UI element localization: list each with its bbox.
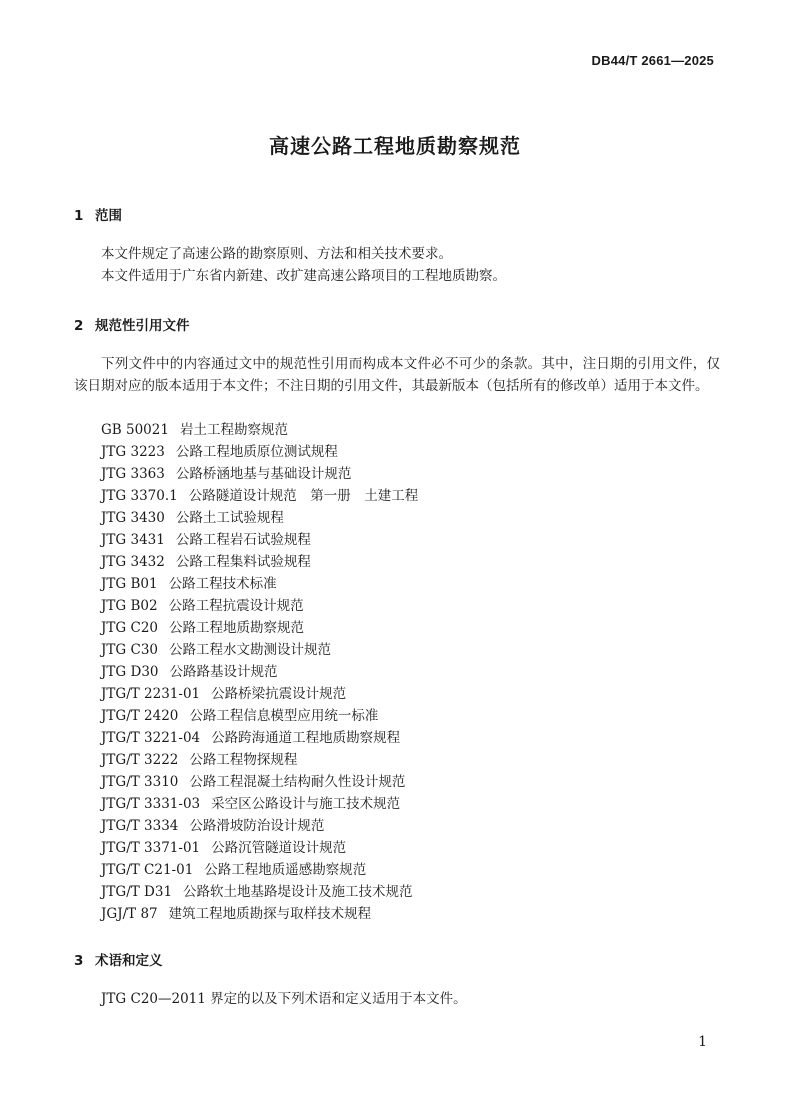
document-title: 高速公路工程地质勘察规范	[269, 134, 521, 158]
list-item	[101, 683, 418, 705]
reference-code: JTG/T C21-01	[101, 862, 194, 878]
reference-name: 公路工程物探规程	[189, 752, 298, 768]
reference-name: 公路土工试验规程	[175, 510, 284, 526]
reference-name: 公路工程地质遥感勘察规范	[204, 862, 367, 878]
section-number: 1	[74, 208, 84, 224]
reference-code: JTG/T 3371-01	[101, 840, 201, 856]
list-item	[101, 859, 418, 881]
section-3-heading	[74, 949, 163, 969]
list-item	[101, 595, 418, 617]
reference-code: JTG C20	[101, 620, 158, 636]
list-item	[101, 903, 418, 925]
section-title: 术语和定义	[95, 953, 163, 969]
reference-name: 公路工程技术标准	[168, 576, 277, 592]
reference-code: JTG/T 3222	[101, 752, 179, 768]
section-number: 3	[74, 953, 84, 969]
reference-code: JTG/T D31	[101, 884, 173, 900]
reference-name: 公路工程信息模型应用统一标准	[189, 708, 379, 724]
reference-name: 公路隧道设计规范 第一册 土建工程	[188, 488, 419, 504]
list-item	[101, 463, 418, 485]
list-item	[101, 771, 418, 793]
list-item	[101, 551, 418, 573]
reference-name: 采空区公路设计与施工技术规范	[211, 796, 401, 812]
section-1-heading	[74, 204, 122, 224]
reference-code: JTG/T 3334	[101, 818, 179, 834]
list-item	[101, 507, 418, 529]
reference-code: GB 50021	[101, 422, 169, 438]
reference-code: JTG C30	[101, 642, 158, 658]
section-number: 2	[74, 318, 84, 334]
reference-name: 建筑工程地质勘探与取样技术规程	[168, 906, 372, 922]
reference-code: JTG/T 3331-03	[101, 796, 201, 812]
list-item	[101, 881, 418, 903]
reference-code: JTG D30	[101, 664, 159, 680]
reference-name: 公路工程地质勘察规范	[169, 620, 304, 636]
section-2-intro: 下列文件中的内容通过文中的规范性引用而构成本文件必不可少的条款。其中，注日期的引用文件，仅该日期对应的版本适用于本文件；不注日期的引用文件，其最新版本（包括所有的修改单）适用于本文件。	[74, 356, 720, 394]
section-2-heading	[74, 314, 190, 334]
document-code: DB44/T 2661—2025	[591, 53, 714, 68]
reference-code: JTG/T 2231-01	[101, 686, 201, 702]
list-item	[101, 485, 418, 507]
reference-code: JTG 3370.1	[101, 488, 178, 504]
list-item	[101, 661, 418, 683]
reference-name: 公路软土地基路堤设计及施工技术规范	[183, 884, 413, 900]
reference-name: 公路桥涵地基与基础设计规范	[175, 466, 352, 482]
reference-code: JTG 3432	[101, 554, 165, 570]
reference-code: JTG 3431	[101, 532, 165, 548]
reference-name: 公路工程集料试验规程	[175, 554, 311, 570]
reference-code: JGJ/T 87	[101, 906, 158, 922]
list-item	[101, 441, 418, 463]
list-item	[101, 815, 418, 837]
reference-name: 岩土工程勘察规范	[179, 422, 288, 438]
reference-name: 公路工程混凝土结构耐久性设计规范	[189, 774, 406, 790]
section-1-paragraph-2: 本文件适用于广东省内新建、改扩建高速公路项目的工程地质勘察。	[101, 268, 506, 284]
reference-code: JTG/T 3221-04	[101, 730, 201, 746]
list-item	[101, 617, 418, 639]
reference-list	[101, 419, 418, 925]
list-item	[101, 639, 418, 661]
page-number: 1	[698, 1034, 707, 1050]
reference-name: 公路工程抗震设计规范	[168, 598, 304, 614]
reference-name: 公路路基设计规范	[169, 664, 278, 680]
list-item	[101, 705, 418, 727]
list-item	[101, 793, 418, 815]
reference-code: JTG/T 2420	[101, 708, 179, 724]
list-item	[101, 573, 418, 595]
reference-name: 公路桥梁抗震设计规范	[211, 686, 347, 702]
reference-name: 公路滑坡防治设计规范	[189, 818, 325, 834]
section-title: 规范性引用文件	[95, 318, 190, 334]
reference-code: JTG/T 3310	[101, 774, 179, 790]
reference-code: JTG B02	[101, 598, 158, 614]
reference-code: JTG 3430	[101, 510, 165, 526]
list-item	[101, 837, 418, 859]
reference-name: 公路工程水文勘测设计规范	[169, 642, 331, 658]
reference-code: JTG 3223	[101, 444, 165, 460]
reference-name: 公路沉管隧道设计规范	[211, 840, 347, 856]
section-1-paragraph-1: 本文件规定了高速公路的勘察原则、方法和相关技术要求。	[101, 246, 452, 262]
list-item	[101, 419, 418, 441]
list-item	[101, 749, 418, 771]
reference-name: 公路工程地质原位测试规程	[175, 444, 338, 460]
reference-code: JTG 3363	[101, 466, 165, 482]
list-item	[101, 727, 418, 749]
reference-name: 公路工程岩石试验规程	[175, 532, 311, 548]
list-item	[101, 529, 418, 551]
reference-name: 公路跨海通道工程地质勘察规程	[211, 730, 401, 746]
reference-code: JTG B01	[101, 576, 158, 592]
section-title: 范围	[95, 208, 122, 224]
section-3-paragraph-1: JTG C20—2011 界定的以及下列术语和定义适用于本文件。	[101, 991, 467, 1007]
